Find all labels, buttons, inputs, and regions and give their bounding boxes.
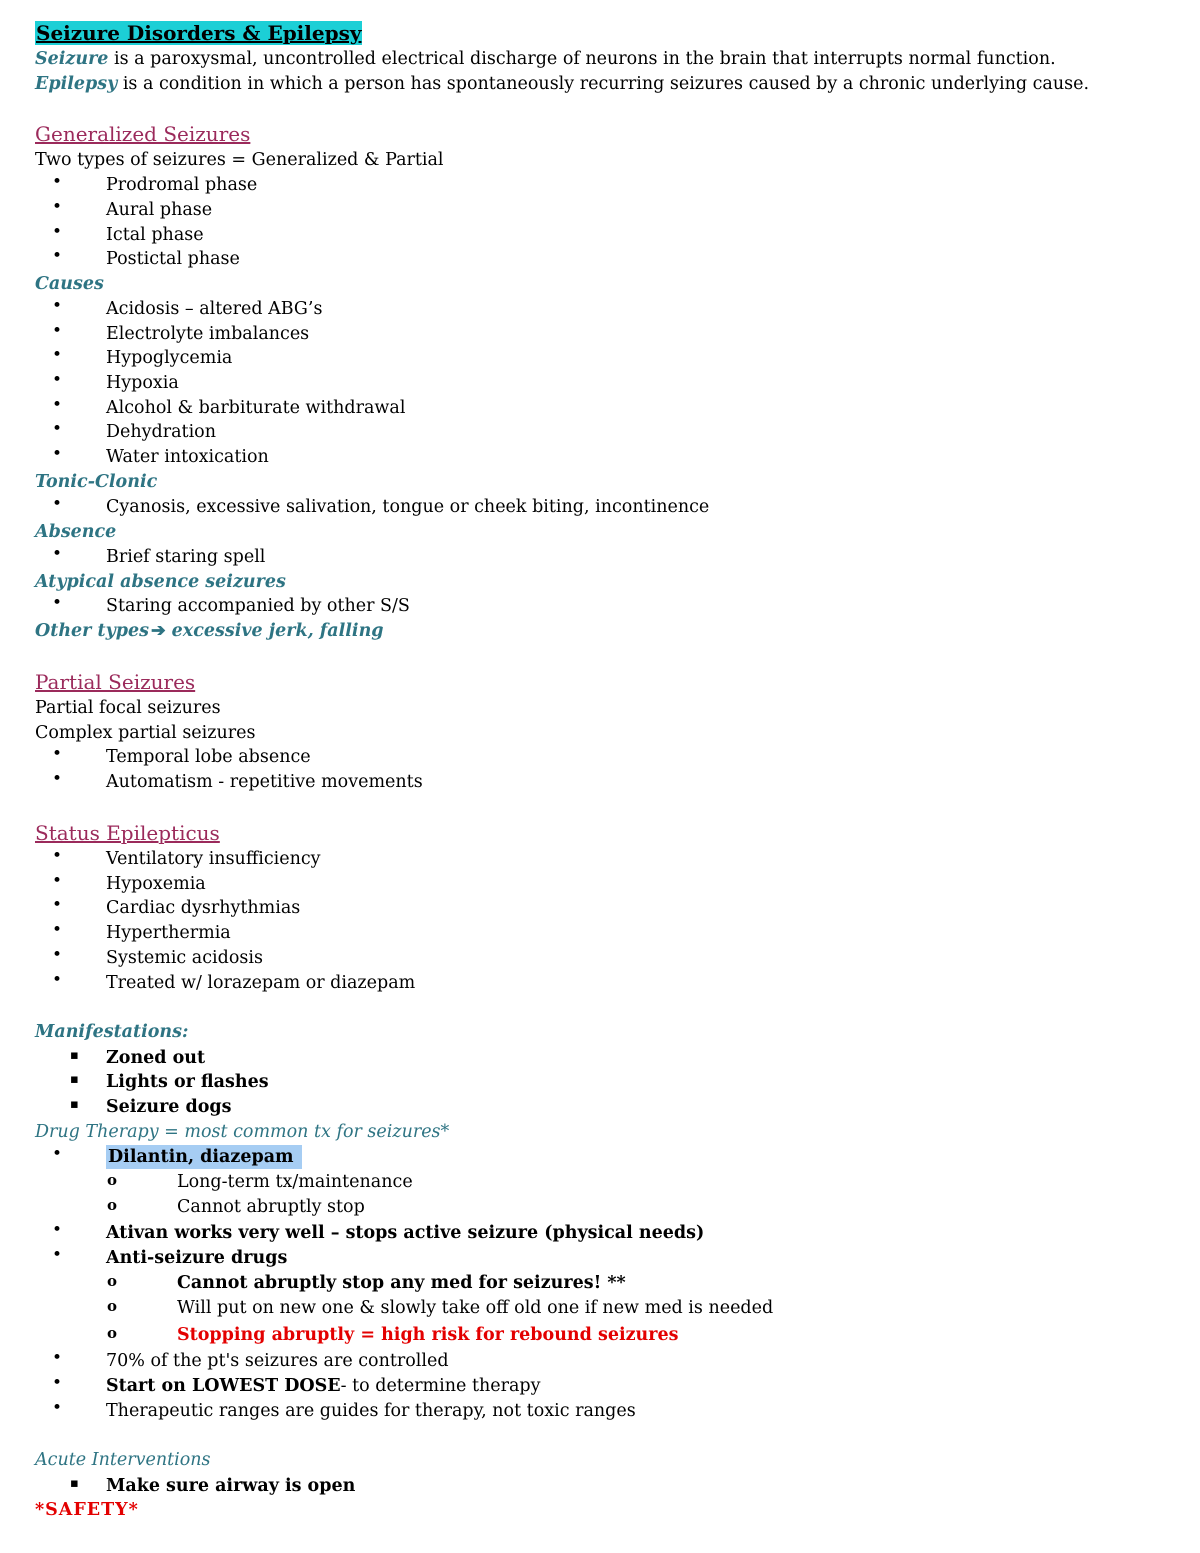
bullet-icon: • <box>52 871 63 891</box>
list-item: Zoned out <box>106 1048 206 1068</box>
list-item: Seizure dogs <box>106 1097 232 1117</box>
highlighted-text: Dilantin, diazepam <box>106 1145 302 1169</box>
list-item: Cyanosis, excessive salivation, tongue or cheek biting, incontinence <box>106 497 710 517</box>
other-types-line <box>35 619 384 644</box>
list-item: Temporal lobe absence <box>106 747 311 767</box>
bullet-icon: • <box>52 197 63 217</box>
bullet-icon: • <box>52 846 63 866</box>
bullet-icon: • <box>52 444 63 464</box>
bullet-icon: • <box>52 1144 63 1164</box>
bullet-icon: • <box>52 296 63 316</box>
status-epilepticus-heading: Status Epilepticus <box>35 821 220 845</box>
bullet-icon: • <box>52 494 63 514</box>
start-lowest-dose-bold: Start on LOWEST DOSE <box>106 1376 341 1396</box>
partial-seizures-heading: Partial Seizures <box>35 670 196 694</box>
circle-bullet-icon: o <box>107 1324 118 1342</box>
list-item: Hypoxemia <box>106 874 206 894</box>
list-item: Lights or flashes <box>106 1072 269 1092</box>
generalized-seizures-heading: Generalized Seizures <box>35 122 251 146</box>
right-arrow-icon: ➔ <box>150 621 166 641</box>
list-item: Water intoxication <box>106 447 269 467</box>
bullet-icon: • <box>52 744 63 764</box>
epilepsy-term: Epilepsy <box>35 74 118 94</box>
epilepsy-definition <box>35 72 1089 97</box>
list-item: Cannot abruptly stop <box>177 1197 365 1217</box>
bullet-icon: • <box>52 1245 63 1265</box>
list-item: Staring accompanied by other S/S <box>106 596 410 616</box>
circle-bullet-icon: o <box>107 1171 118 1189</box>
bullet-icon: • <box>52 370 63 390</box>
list-item: Hyperthermia <box>106 923 231 943</box>
bullet-icon: • <box>52 1348 63 1368</box>
list-item: 70% of the pt's seizures are controlled <box>106 1351 449 1371</box>
list-item: Stopping abruptly = high risk for rebound seizures <box>177 1325 679 1345</box>
list-item: Aural phase <box>106 200 213 220</box>
list-item: Prodromal phase <box>106 175 258 195</box>
list-item: Electrolyte imbalances <box>106 324 310 344</box>
bullet-icon: • <box>52 1398 63 1418</box>
circle-bullet-icon: o <box>107 1272 118 1290</box>
list-item: Systemic acidosis <box>106 948 263 968</box>
bullet-icon: • <box>52 1220 63 1240</box>
list-item: Hypoglycemia <box>106 348 233 368</box>
list-item: Cardiac dysrhythmias <box>106 898 301 918</box>
drug-therapy-heading: Drug Therapy = most common tx for seizures* <box>35 1122 450 1142</box>
acute-interventions-heading: Acute Interventions <box>35 1450 211 1470</box>
dilantin-line <box>106 1145 302 1170</box>
bullet-icon: • <box>52 593 63 613</box>
bullet-icon: • <box>52 222 63 242</box>
list-item: Brief staring spell <box>106 547 266 567</box>
seizure-types-line: Two types of seizures = Generalized & Partial <box>35 150 444 170</box>
list-item: Will put on new one & slowly take off old one if new med is needed <box>177 1298 774 1318</box>
causes-heading: Causes <box>35 274 104 294</box>
list-item: Cannot abruptly stop any med for seizures! ** <box>177 1273 626 1293</box>
list-item: Alcohol & barbiturate withdrawal <box>106 398 406 418</box>
square-bullet-icon: ▪ <box>70 1048 79 1063</box>
square-bullet-icon: ▪ <box>70 1072 79 1087</box>
list-item: Therapeutic ranges are guides for therapy, not toxic ranges <box>106 1401 636 1421</box>
list-item: Treated w/ lorazepam or diazepam <box>106 973 416 993</box>
start-lowest-dose-rest: - to determine therapy <box>340 1376 541 1396</box>
seizure-term: Seizure <box>35 49 109 69</box>
bullet-icon: • <box>52 945 63 965</box>
start-lowest-dose-line <box>106 1374 541 1399</box>
list-item: Anti-seizure drugs <box>106 1248 288 1268</box>
absence-heading: Absence <box>35 522 117 542</box>
list-item: Ventilatory insufficiency <box>106 849 321 869</box>
list-item: Postictal phase <box>106 249 240 269</box>
circle-bullet-icon: o <box>107 1196 118 1214</box>
bullet-icon: • <box>52 419 63 439</box>
list-item: Ativan works very well – stops active seizure (physical needs) <box>106 1223 705 1243</box>
seizure-definition-text: is a paroxysmal, uncontrolled electrical discharge of neurons in the brain that interrupts normal function. <box>108 49 1056 69</box>
list-item: Hypoxia <box>106 373 179 393</box>
manifestations-heading: Manifestations: <box>35 1022 189 1042</box>
bullet-icon: • <box>52 395 63 415</box>
list-item: Acidosis – altered ABG’s <box>106 299 323 319</box>
bullet-icon: • <box>52 246 63 266</box>
complex-partial-line: Complex partial seizures <box>35 723 256 743</box>
square-bullet-icon: ▪ <box>70 1476 79 1491</box>
partial-focal-line: Partial focal seizures <box>35 698 221 718</box>
atypical-absence-heading: Atypical absence seizures <box>35 572 286 592</box>
epilepsy-definition-text: is a condition in which a person has spontaneously recurring seizures caused by a chronic underlying cause. <box>117 74 1090 94</box>
other-types-label: Other types <box>35 621 149 641</box>
list-item: Make sure airway is open <box>106 1476 356 1496</box>
seizure-definition <box>35 47 1056 72</box>
circle-bullet-icon: o <box>107 1297 118 1315</box>
list-item: Automatism - repetitive movements <box>106 772 423 792</box>
list-item: Long-term tx/maintenance <box>177 1172 413 1192</box>
document-title-line <box>35 21 362 46</box>
bullet-icon: • <box>52 895 63 915</box>
bullet-icon: • <box>52 920 63 940</box>
other-types-text: excessive jerk, falling <box>171 621 384 641</box>
safety-note: *SAFETY* <box>35 1500 139 1520</box>
document-title: Seizure Disorders & Epilepsy <box>36 21 362 45</box>
bullet-icon: • <box>52 544 63 564</box>
list-item: Ictal phase <box>106 225 204 245</box>
tonic-clonic-heading: Tonic-Clonic <box>35 472 158 492</box>
bullet-icon: • <box>52 345 63 365</box>
bullet-icon: • <box>52 321 63 341</box>
list-item: Dehydration <box>106 422 216 442</box>
bullet-icon: • <box>52 970 63 990</box>
bullet-icon: • <box>52 769 63 789</box>
bullet-icon: • <box>52 1373 63 1393</box>
bullet-icon: • <box>52 172 63 192</box>
square-bullet-icon: ▪ <box>70 1097 79 1112</box>
